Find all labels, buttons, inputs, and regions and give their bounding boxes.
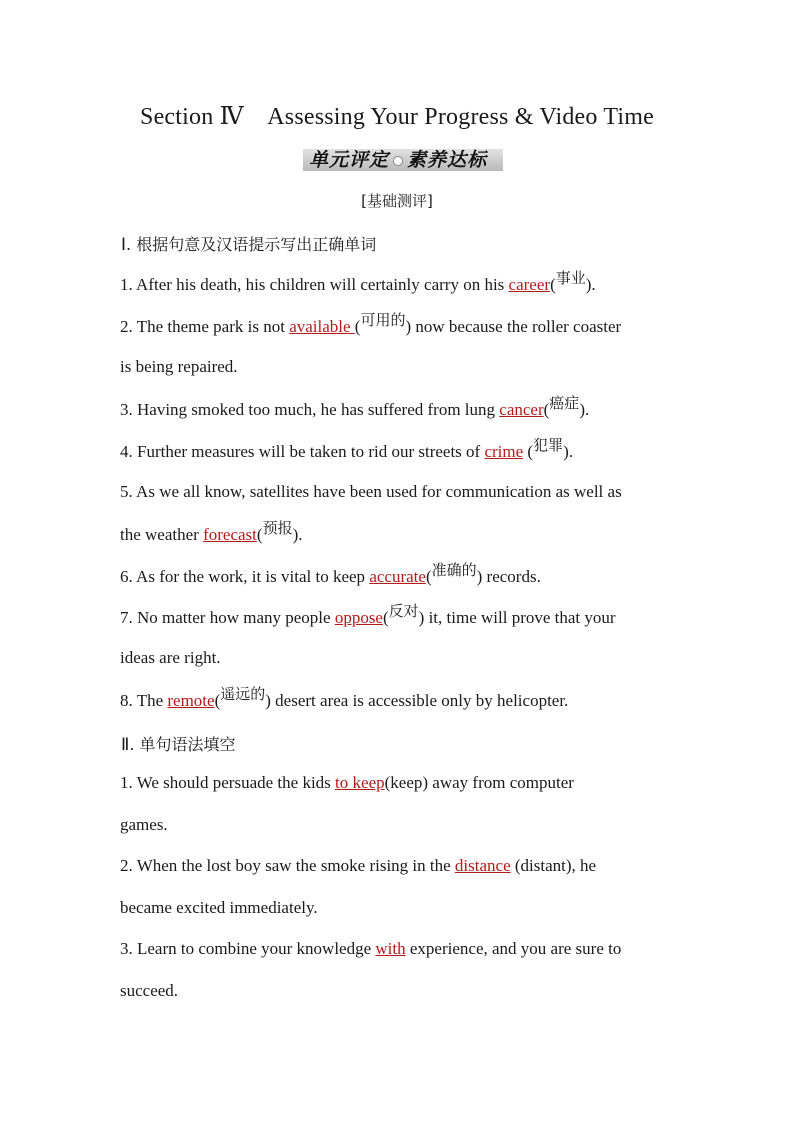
banner-text [309,145,487,172]
exercise-line: 7. No matter how many people oppose(反对) it, time will prove that your [120,602,616,627]
answer: remote [167,691,215,710]
chinese-hint: 癌症 [549,394,580,412]
subheading: [基础测评] [361,192,433,210]
chinese-hint: 可用的 [360,311,406,329]
exercise-line: the weather forecast(预报). [120,519,303,544]
chinese-hint: 事业 [555,269,586,287]
chinese-hint: 预报 [262,519,293,537]
exercise-line: ideas are right. [120,648,221,667]
banner-right: 素养达标 [407,149,488,171]
answer: to keep [335,773,385,792]
banner-dot-icon [393,156,403,166]
chinese-hint: 反对 [388,602,419,620]
answer: career [508,275,551,294]
answer: oppose [334,608,383,627]
exercise-line: 2. The theme park is not available (可用的) now because the roller coaster [120,311,622,336]
exercise-line: 1. We should persuade the kids to keep(keep) away from computer [120,773,574,792]
section1-heading: Ⅰ. 根据句意及汉语提示写出正确单词 [121,235,377,254]
chinese-hint: 犯罪 [533,436,564,454]
exercise-line: 5. As we all know, satellites have been used for communication as well as [120,482,622,501]
answer: forecast [203,525,257,544]
answer: crime [484,442,524,461]
exercise-line: 4. Further measures will be taken to rid our streets of crime (犯罪). [120,436,574,461]
chinese-hint: 准确的 [431,561,477,579]
section1-numeral: Ⅰ [121,235,127,254]
exercise-line: games. [120,815,168,834]
exercise-line: 6. As for the work, it is vital to keep accurate(准确的) records. [120,561,541,586]
page-title: Section Ⅳ Assessing Your Progress & Video Time [140,104,654,130]
section2-heading: Ⅱ. 单句语法填空 [121,735,236,754]
exercise-line: 1. After his death, his children will certainly carry on his career(事业). [120,269,596,294]
exercise-line: 8. The remote(遥远的) desert area is accessible only by helicopter. [120,685,569,710]
answer: accurate [369,567,426,586]
section2-numeral: Ⅱ [121,735,130,754]
exercise-line: 3. Learn to combine your knowledge with experience, and you are sure to [120,939,622,958]
answer: distance [454,856,511,875]
banner-left: 单元评定 [309,149,390,171]
exercise-line: 3. Having smoked too much, he has suffered from lung cancer(癌症). [120,394,590,419]
exercise-line: succeed. [120,981,179,1000]
answer: cancer [499,400,544,419]
exercise-line: 2. When the lost boy saw the smoke rising in the distance (distant), he [120,856,597,875]
exercise-line: became excited immediately. [120,898,318,917]
chinese-hint: 遥远的 [220,685,266,703]
exercise-line: is being repaired. [120,357,238,376]
answer: with [375,939,406,958]
section-banner [303,145,503,175]
answer: available [289,317,355,336]
